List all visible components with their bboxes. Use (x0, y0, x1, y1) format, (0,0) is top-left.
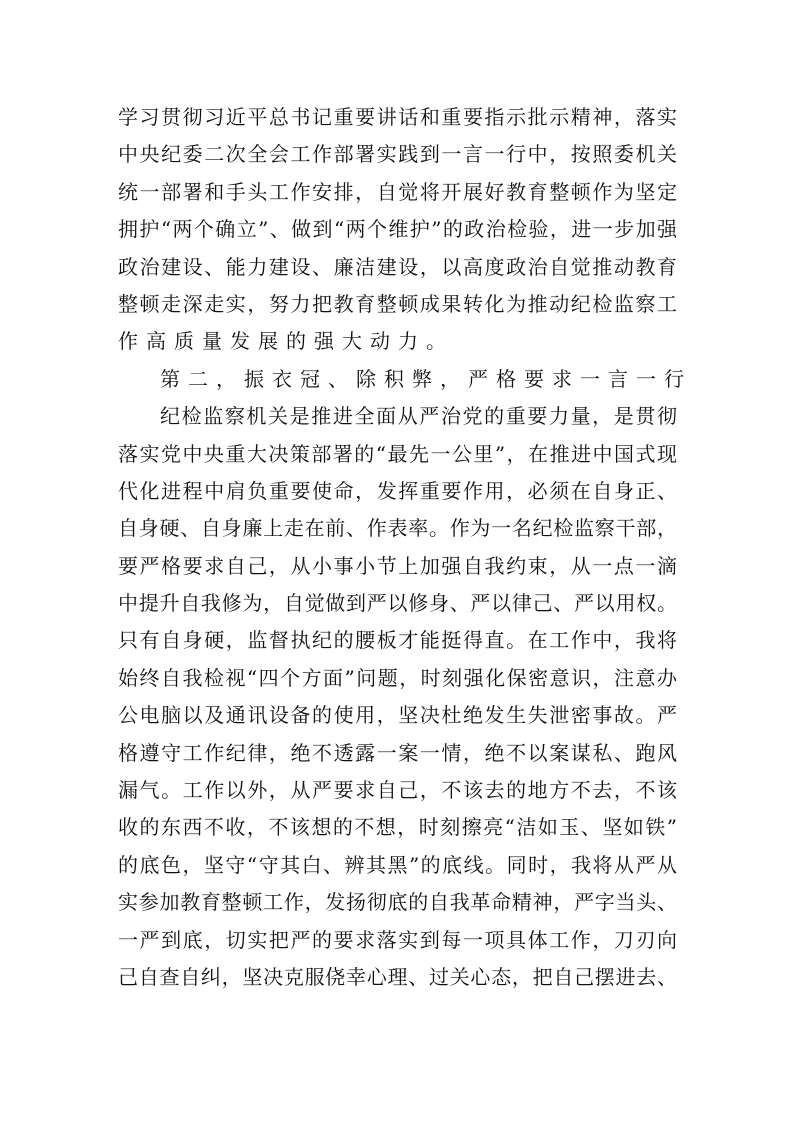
text-line: 中提升自我修为，自觉做到严以修身、严以律己、严以用权。 (118, 591, 677, 616)
text-line: 统一部署和手头工作安排，自觉将开展好教育整顿作为坚定 (118, 179, 677, 204)
text-line: 自身硬、自身廉上走在前、作表率。作为一名纪检监察干部， (118, 516, 677, 541)
text-line: 的底色，坚守“守其白、辨其黑”的底线。同时，我将从严从 (118, 852, 677, 877)
text-line: 学习贯彻习近平总书记重要讲话和重要指示批示精神，落实 (118, 105, 677, 129)
text-line: 只有自身硬，监督执纪的腰板才能挺得直。在工作中，我将 (118, 628, 677, 653)
text-line: 代化进程中肩负重要使命，发挥重要作用，必须在自身正、 (118, 478, 677, 503)
paragraph-2 (118, 398, 677, 996)
text-line: 中央纪委二次全会工作部署实践到一言一行中，按照委机关 (118, 142, 677, 167)
text-line: 始终自我检视“四个方面”问题，时刻强化保密意识，注意办 (118, 665, 677, 690)
text-line: 一严到底，切实把严的要求落实到每一项具体工作，刀刃向 (118, 927, 677, 952)
paragraph-1 (118, 99, 677, 361)
text-line: 整顿走深走实，努力把教育整顿成果转化为推动纪检监察工 (118, 291, 677, 316)
text-line: 格遵守工作纪律，绝不透露一案一情，绝不以案谋私、跑风 (118, 740, 677, 765)
text-line: 收的东西不收，不该想的不想，时刻擦亮“洁如玉、坚如铁” (118, 815, 677, 840)
text-line: 纪检监察机关是推进全面从严治党的重要力量，是贯彻 (160, 404, 677, 429)
text-line: 要严格要求自己，从小事小节上加强自我约束，从一点一滴 (118, 553, 677, 578)
text-line: 漏气。工作以外，从严要求自己，不该去的地方不去，不该 (118, 778, 677, 803)
text-line: 政治建设、能力建设、廉洁建设，以高度政治自觉推动教育 (118, 254, 677, 279)
document-page (118, 99, 692, 996)
text-line: 己自查自纠，坚决克服侥幸心理、过关心态，把自己摆进去、 (118, 964, 677, 989)
text-line: 拥护“两个确立”、做到“两个维护”的政治检验，进一步加强 (118, 217, 677, 242)
text-line: 实参加教育整顿工作，发扬彻底的自我革命精神，严字当头、 (118, 890, 677, 915)
text-line: 落实党中央重大决策部署的“最先一公里”，在推进中国式现 (118, 441, 677, 466)
section-heading: 第二，振衣冠、除积弊，严格要求一言一行 (160, 366, 692, 391)
text-line: 作高质量发展的强大动力。 (118, 329, 454, 354)
text-line: 公电脑以及通讯设备的使用，坚决杜绝发生失泄密事故。严 (118, 703, 677, 728)
